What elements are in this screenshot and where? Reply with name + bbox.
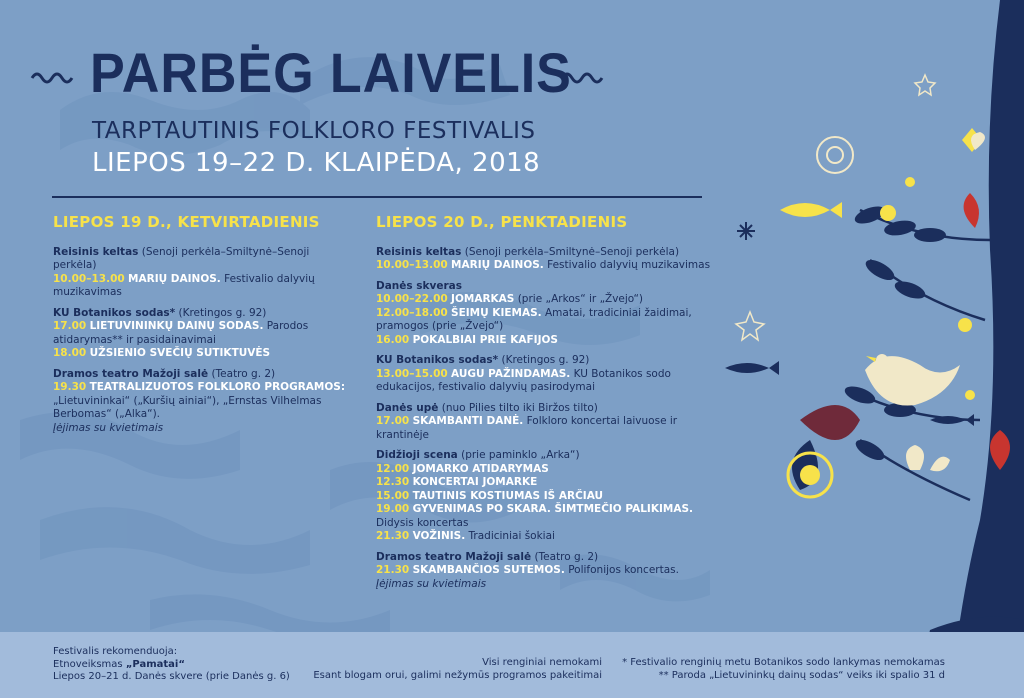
footer-notes bbox=[610, 657, 945, 682]
event-time: 21.30 bbox=[376, 564, 410, 576]
recommendation-place: Liepos 20–21 d. Danės skvere (prie Danės g. 6) bbox=[53, 671, 290, 682]
venue-name: KU Botanikos sodas* bbox=[53, 306, 176, 319]
day2-heading: LIEPOS 20 D., PENKTADIENIS bbox=[376, 213, 628, 231]
event-name: MARIŲ DAINOS. bbox=[128, 272, 221, 285]
day2-column bbox=[376, 213, 716, 591]
event-time: 10.00–22.00 bbox=[376, 293, 448, 305]
event-description: Festivalio dalyvių muzikavimas bbox=[53, 272, 315, 298]
event-item bbox=[376, 259, 716, 273]
event-name: AUGU PAŽINDAMAS. bbox=[451, 367, 571, 380]
venue-name: Dramos teatro Mažoji salė bbox=[53, 367, 209, 380]
venue-block bbox=[53, 368, 353, 436]
event-time: 10.00–13.00 bbox=[376, 259, 448, 271]
recommendation-name: „Pamatai“ bbox=[125, 658, 185, 670]
event-item bbox=[376, 334, 716, 348]
event-name: POKALBIAI PRIE KAFIJOS bbox=[412, 333, 558, 346]
wave-ornament-left-icon bbox=[30, 68, 78, 84]
venue-block bbox=[376, 551, 716, 592]
event-name: MARIŲ DAINOS. bbox=[451, 259, 544, 271]
event-name: GYVENIMAS PO SKARA. ŠIMTMEČIO PALIKIMAS. bbox=[412, 503, 694, 515]
event-description: Polifonijos koncertas. bbox=[564, 564, 679, 576]
event-time: 19.30 bbox=[53, 381, 87, 393]
venue-block bbox=[53, 246, 353, 300]
event-item bbox=[53, 320, 353, 347]
venue-line bbox=[376, 449, 716, 463]
venue-block bbox=[376, 280, 716, 348]
venue-block bbox=[376, 449, 716, 544]
venue-line bbox=[53, 307, 353, 321]
yellow-accents bbox=[788, 128, 982, 497]
venue-name: Danės skveras bbox=[376, 279, 463, 292]
venue-address: (prie paminklo „Arka“) bbox=[457, 449, 580, 461]
venue-block bbox=[53, 307, 353, 361]
event-name: VOŽINIS. bbox=[412, 530, 466, 542]
bird-icon bbox=[865, 354, 960, 406]
event-name: LIETUVININKŲ DAINŲ SODAS. bbox=[89, 320, 264, 332]
sun-icon bbox=[737, 137, 853, 240]
festival-dateline: LIEPOS 19–22 D. KLAIPĖDA, 2018 bbox=[92, 148, 541, 178]
recommendation-line bbox=[53, 659, 290, 672]
event-description: (prie „Arkos“ ir „Žvejo“) bbox=[514, 293, 643, 305]
venue-block bbox=[376, 246, 716, 273]
tree-trunk bbox=[915, 0, 1024, 698]
venue-address: (Teatro g. 2) bbox=[531, 550, 599, 563]
venue-line bbox=[376, 246, 716, 260]
folk-tree-illustration bbox=[700, 0, 1024, 698]
venue-line bbox=[53, 246, 353, 273]
venue-line bbox=[376, 354, 716, 368]
event-name: KONCERTAI JOMARKE bbox=[412, 476, 538, 488]
event-description: Tradiciniai šokiai bbox=[465, 530, 555, 542]
venue-line bbox=[376, 402, 716, 416]
invitation-note: Įėjimas su kvietimais bbox=[53, 421, 164, 434]
event-time: 21.30 bbox=[376, 530, 410, 542]
event-item bbox=[376, 307, 716, 334]
event-time: 12.00–18.00 bbox=[376, 306, 448, 319]
event-time: 19.00 bbox=[376, 503, 410, 515]
footer-general-info bbox=[300, 657, 602, 682]
event-description: „Lietuvininkai“ („Kuršių ainiai“), „Ernstas Vilhelmas Berbomas“ („Alka“). bbox=[53, 394, 322, 420]
event-item bbox=[376, 293, 716, 307]
venue-name: Reisinis keltas bbox=[376, 245, 462, 258]
event-time: 16.00 bbox=[376, 333, 410, 346]
day1-column bbox=[53, 213, 353, 435]
recommendation-prefix: Etnoveiksmas bbox=[53, 658, 126, 670]
venue-block bbox=[376, 402, 716, 443]
event-description: KU Botanikos sodo edukacijos, festivalio dalyvių pasirodymai bbox=[376, 367, 671, 393]
venue-name: Reisinis keltas bbox=[53, 245, 139, 258]
venue-name: KU Botanikos sodas* bbox=[376, 354, 499, 366]
event-description: Didysis koncertas bbox=[376, 516, 469, 529]
venue-address: (Kretingos g. 92) bbox=[175, 306, 267, 319]
event-time: 18.00 bbox=[53, 347, 87, 359]
event-description: Festivalio dalyvių muzikavimas bbox=[543, 259, 711, 271]
event-item bbox=[376, 530, 716, 544]
day1-heading: LIEPOS 19 D., KETVIRTADIENIS bbox=[53, 213, 320, 231]
footnote-1: * Festivalio renginių metu Botanikos sodo lankymas nemokamas bbox=[622, 657, 945, 668]
event-name: TAUTINIS KOSTIUMAS IŠ ARČIAU bbox=[412, 489, 604, 502]
event-name: ŠEIMŲ KIEMAS. bbox=[451, 306, 542, 319]
event-item bbox=[53, 273, 353, 300]
event-time: 15.00 bbox=[376, 489, 410, 502]
footnote-2: ** Paroda „Lietuvininkų dainų sodas“ veiks iki spalio 31 d bbox=[658, 669, 945, 681]
venue-address: (Senoji perkėla–Smiltynė–Senoji perkėla) bbox=[461, 245, 680, 258]
venue-line bbox=[376, 280, 716, 294]
header-divider bbox=[52, 196, 702, 198]
leaves bbox=[843, 203, 946, 464]
event-time: 10.00–13.00 bbox=[53, 272, 125, 285]
free-events-text: Visi renginiai nemokami bbox=[482, 657, 602, 668]
venue-line bbox=[376, 551, 716, 565]
venue-block bbox=[376, 354, 716, 395]
event-description: Parodos atidarymas** ir pasidainavimai bbox=[53, 320, 309, 346]
event-time: 17.00 bbox=[376, 415, 410, 427]
venue-name: Danės upė bbox=[376, 401, 439, 414]
footer-bar bbox=[0, 632, 1024, 698]
event-name: SKAMBANČIOS SUTEMOS. bbox=[412, 564, 565, 576]
event-name: TEATRALIZUOTOS FOLKLORO PROGRAMOS: bbox=[89, 381, 346, 393]
event-time: 12.30 bbox=[376, 476, 410, 488]
event-description: Amatai, tradiciniai žaidimai, pramogos (prie „Žvejo“) bbox=[376, 306, 692, 332]
venue-address: (Teatro g. 2) bbox=[208, 367, 276, 380]
event-name: JOMARKAS bbox=[451, 293, 515, 305]
venue-name: Dramos teatro Mažoji salė bbox=[376, 550, 532, 563]
venue-address: (nuo Pilies tilto iki Biržos tilto) bbox=[438, 401, 598, 414]
invitation-note: Įėjimas su kvietimais bbox=[376, 577, 487, 590]
venue-line bbox=[53, 368, 353, 382]
red-flowers bbox=[792, 193, 1010, 490]
footer-recommendation bbox=[53, 646, 290, 684]
event-item bbox=[376, 415, 716, 442]
event-item bbox=[376, 564, 716, 578]
event-item bbox=[376, 490, 716, 504]
wave-ornament-right-icon bbox=[560, 68, 608, 84]
event-time: 13.00–15.00 bbox=[376, 367, 448, 380]
festival-title: PARBĖG LAIVELIS bbox=[90, 41, 572, 104]
event-item bbox=[376, 503, 716, 530]
event-time: 12.00 bbox=[376, 462, 410, 475]
event-name: SKAMBANTI DANĖ. bbox=[412, 415, 524, 427]
event-name: UŽSIENIO SVEČIŲ SUTIKTUVĖS bbox=[89, 347, 271, 359]
event-time: 17.00 bbox=[53, 320, 87, 332]
event-item bbox=[376, 476, 716, 490]
event-item bbox=[376, 368, 716, 395]
event-item bbox=[53, 381, 353, 422]
event-description: Folkloro koncertai laivuose ir krantinėje bbox=[376, 415, 678, 441]
weather-notice: Esant blogam orui, galimi nežymūs programos pakeitimai bbox=[313, 669, 602, 681]
recommendation-label: Festivalis rekomenduoja: bbox=[53, 646, 178, 657]
event-item bbox=[376, 463, 716, 477]
venue-address: (Kretingos g. 92) bbox=[498, 354, 590, 366]
venue-address: (Senoji perkėla–Smiltynė–Senoji perkėla) bbox=[53, 245, 310, 271]
venue-name: Didžioji scena bbox=[376, 449, 458, 461]
event-name: JOMARKO ATIDARYMAS bbox=[412, 462, 549, 475]
event-item bbox=[53, 347, 353, 361]
festival-subtitle: TARPTAUTINIS FOLKLORO FESTIVALIS bbox=[92, 118, 536, 144]
